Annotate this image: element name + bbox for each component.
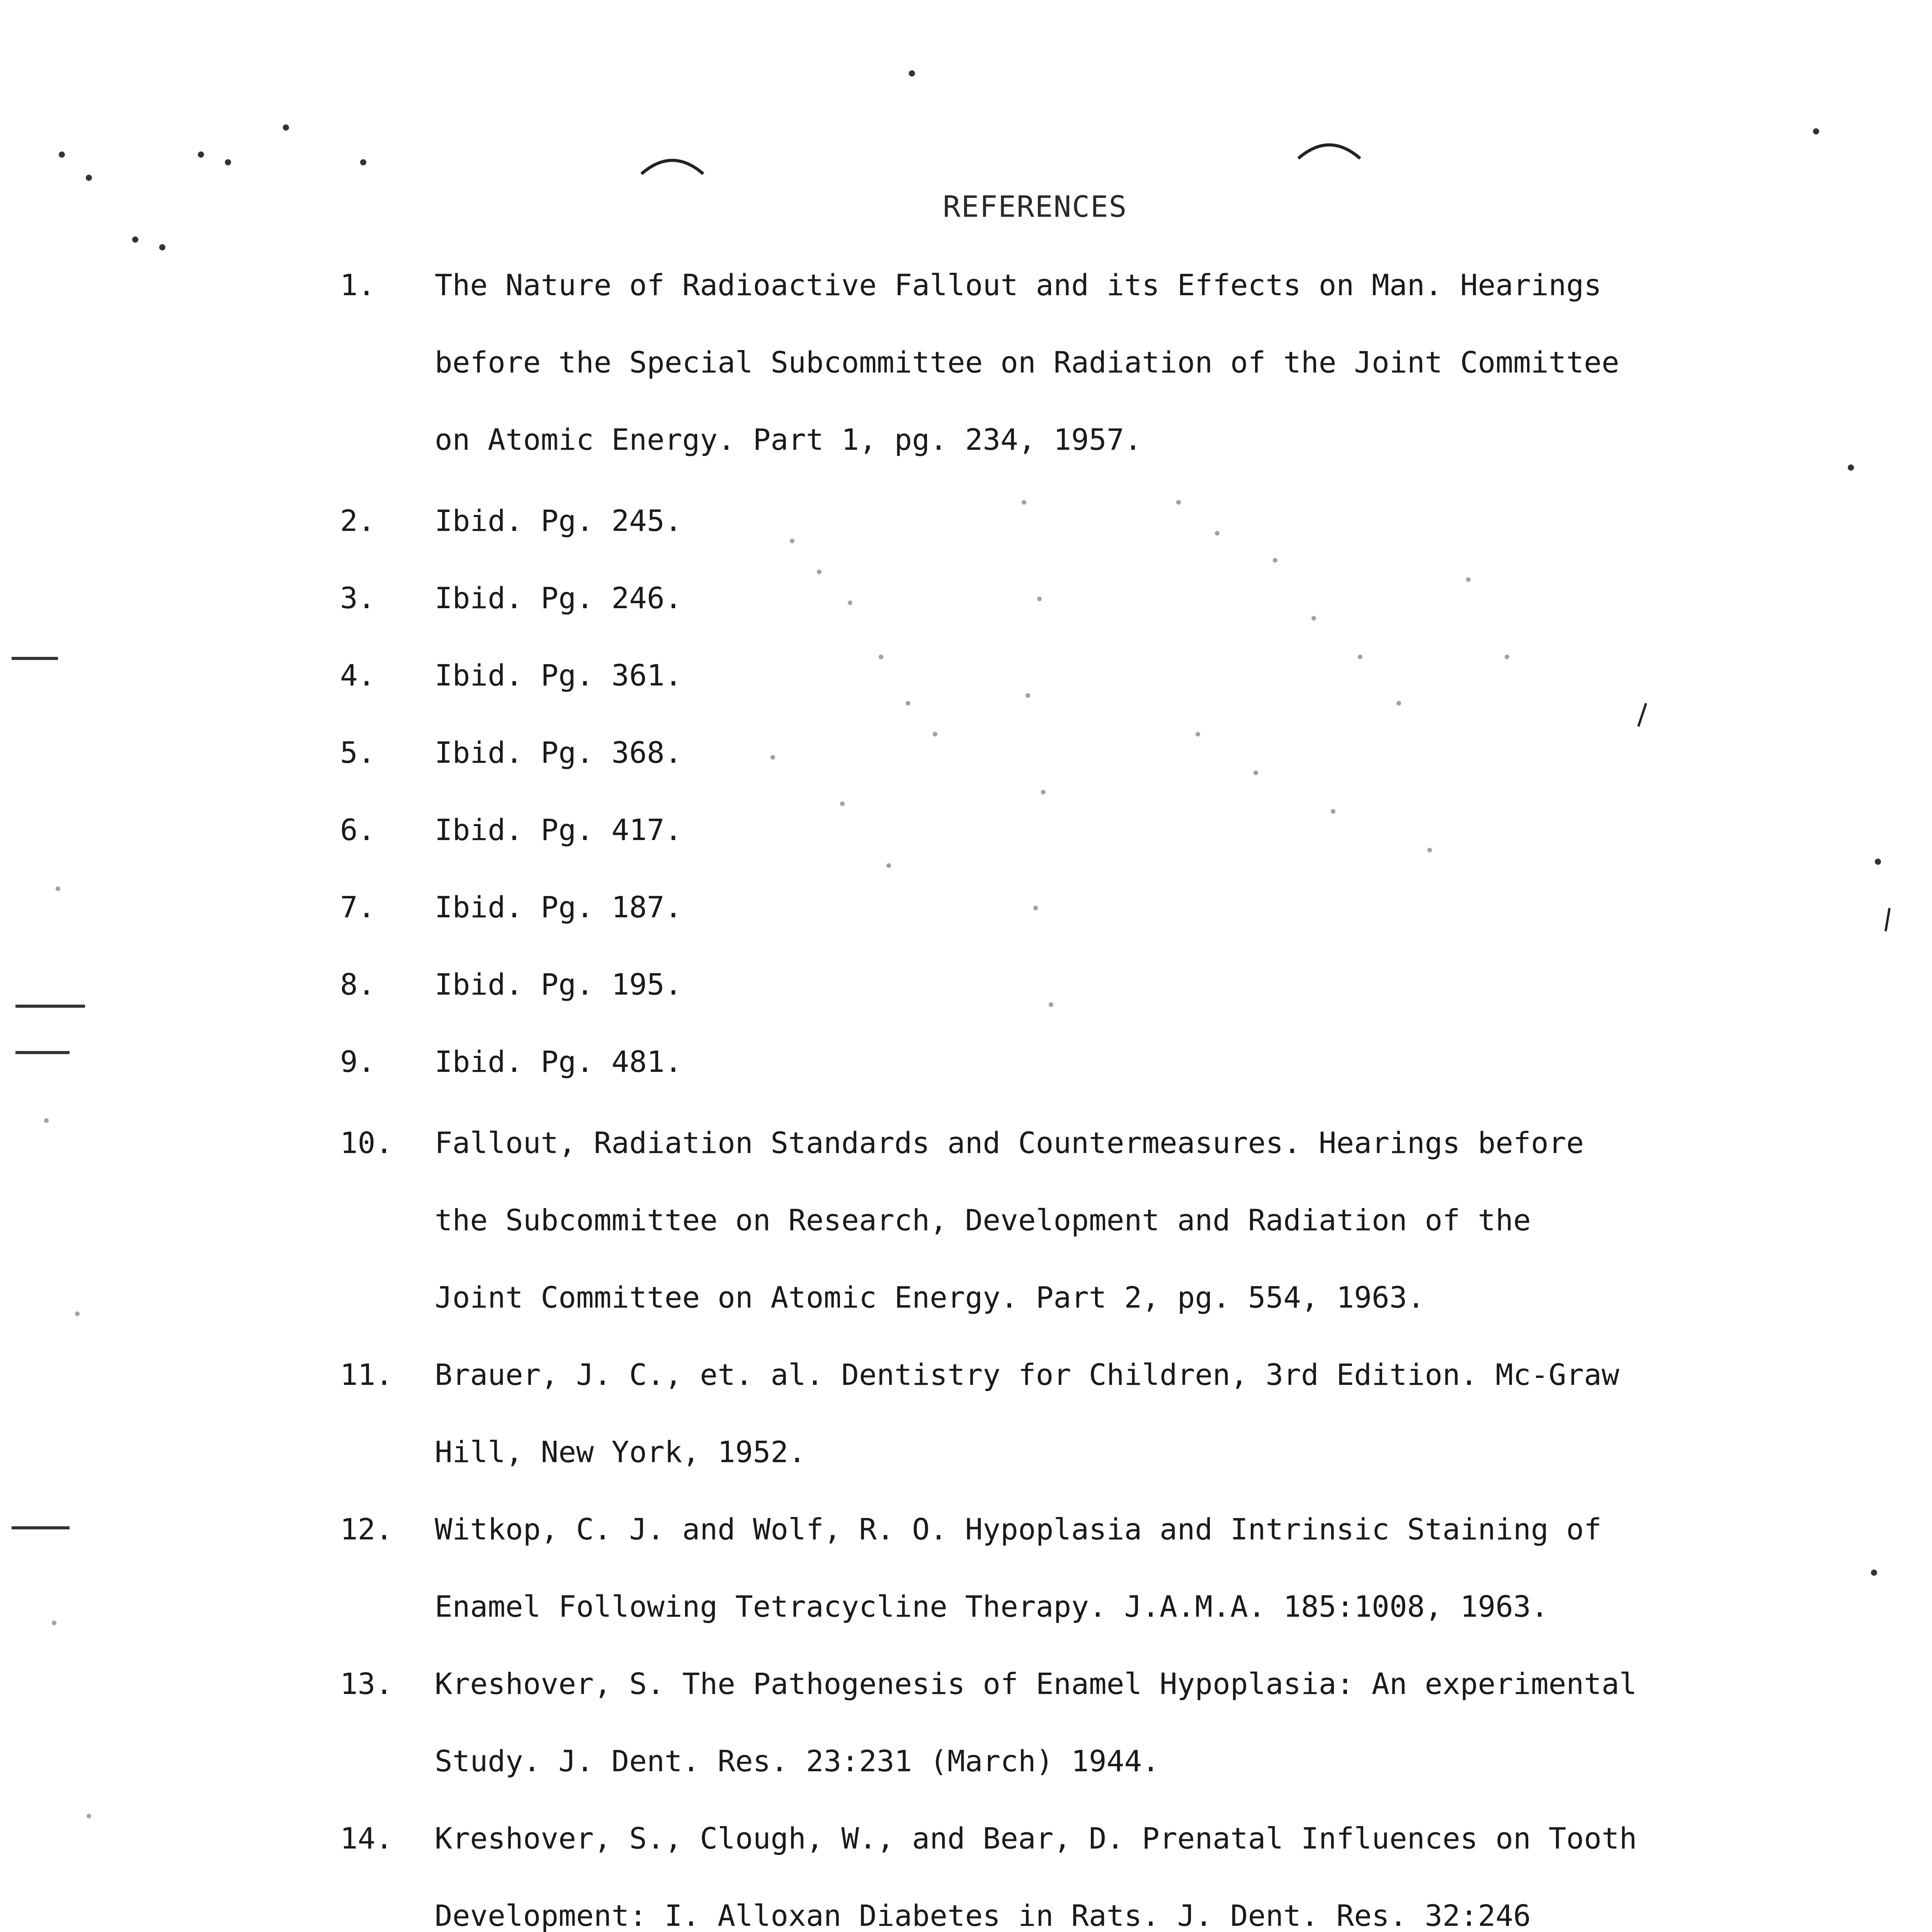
reference-number: 4. — [340, 658, 376, 692]
reference-text-line: Joint Committee on Atomic Energy. Part 2, pg. 554, 1963. — [435, 1280, 1425, 1315]
reference-text-line: Ibid. Pg. 195. — [435, 967, 682, 1002]
reference-number: 7. — [340, 890, 376, 924]
reference-text-line: Ibid. Pg. 417. — [435, 813, 682, 847]
reference-text-line: Kreshover, S. The Pathogenesis of Enamel Hypoplasia: An experimental — [435, 1667, 1637, 1701]
reference-number: 3. — [340, 581, 376, 615]
reference-text-line: Study. J. Dent. Res. 23:231 (March) 1944. — [435, 1744, 1160, 1778]
reference-text-line: Ibid. Pg. 246. — [435, 581, 682, 615]
reference-text-line: Witkop, C. J. and Wolf, R. O. Hypoplasia and Intrinsic Staining of — [435, 1512, 1602, 1546]
reference-text-line: Ibid. Pg. 481. — [435, 1044, 682, 1079]
reference-text-line: The Nature of Radioactive Fallout and its Effects on Man. Hearings — [435, 268, 1602, 302]
reference-text-line: Ibid. Pg. 368. — [435, 735, 682, 770]
reference-text-line: before the Special Subcommittee on Radiation of the Joint Committee — [435, 345, 1619, 379]
reference-text-line: Kreshover, S., Clough, W., and Bear, D. Prenatal Influences on Tooth — [435, 1821, 1637, 1855]
reference-text-line: the Subcommittee on Research, Development and Radiation of the — [435, 1203, 1531, 1237]
reference-number: 12. — [340, 1512, 393, 1546]
reference-number: 9. — [340, 1044, 376, 1079]
reference-number: 2. — [340, 503, 376, 538]
reference-number: 14. — [340, 1821, 393, 1855]
page-title: REFERENCES — [943, 189, 1128, 224]
reference-text-line: Ibid. Pg. 245. — [435, 503, 682, 538]
reference-number: 5. — [340, 735, 376, 770]
reference-text-line: on Atomic Energy. Part 1, pg. 234, 1957. — [435, 422, 1142, 457]
reference-text-line: Ibid. Pg. 361. — [435, 658, 682, 692]
reference-text-line: Hill, New York, 1952. — [435, 1435, 806, 1469]
reference-text-line: Ibid. Pg. 187. — [435, 890, 682, 924]
reference-number: 13. — [340, 1667, 393, 1701]
reference-number: 11. — [340, 1357, 393, 1392]
reference-number: 10. — [340, 1126, 393, 1160]
reference-text-line: Enamel Following Tetracycline Therapy. J.A.M.A. 185:1008, 1963. — [435, 1589, 1549, 1624]
reference-text-line: Fallout, Radiation Standards and Countermeasures. Hearings before — [435, 1126, 1584, 1160]
reference-number: 1. — [340, 268, 376, 302]
reference-text-line: Development: I. Alloxan Diabetes in Rats. J. Dent. Res. 32:246 — [435, 1898, 1531, 1932]
reference-number: 6. — [340, 813, 376, 847]
reference-text-line: Brauer, J. C., et. al. Dentistry for Children, 3rd Edition. Mc-Graw — [435, 1357, 1619, 1392]
reference-number: 8. — [340, 967, 376, 1002]
